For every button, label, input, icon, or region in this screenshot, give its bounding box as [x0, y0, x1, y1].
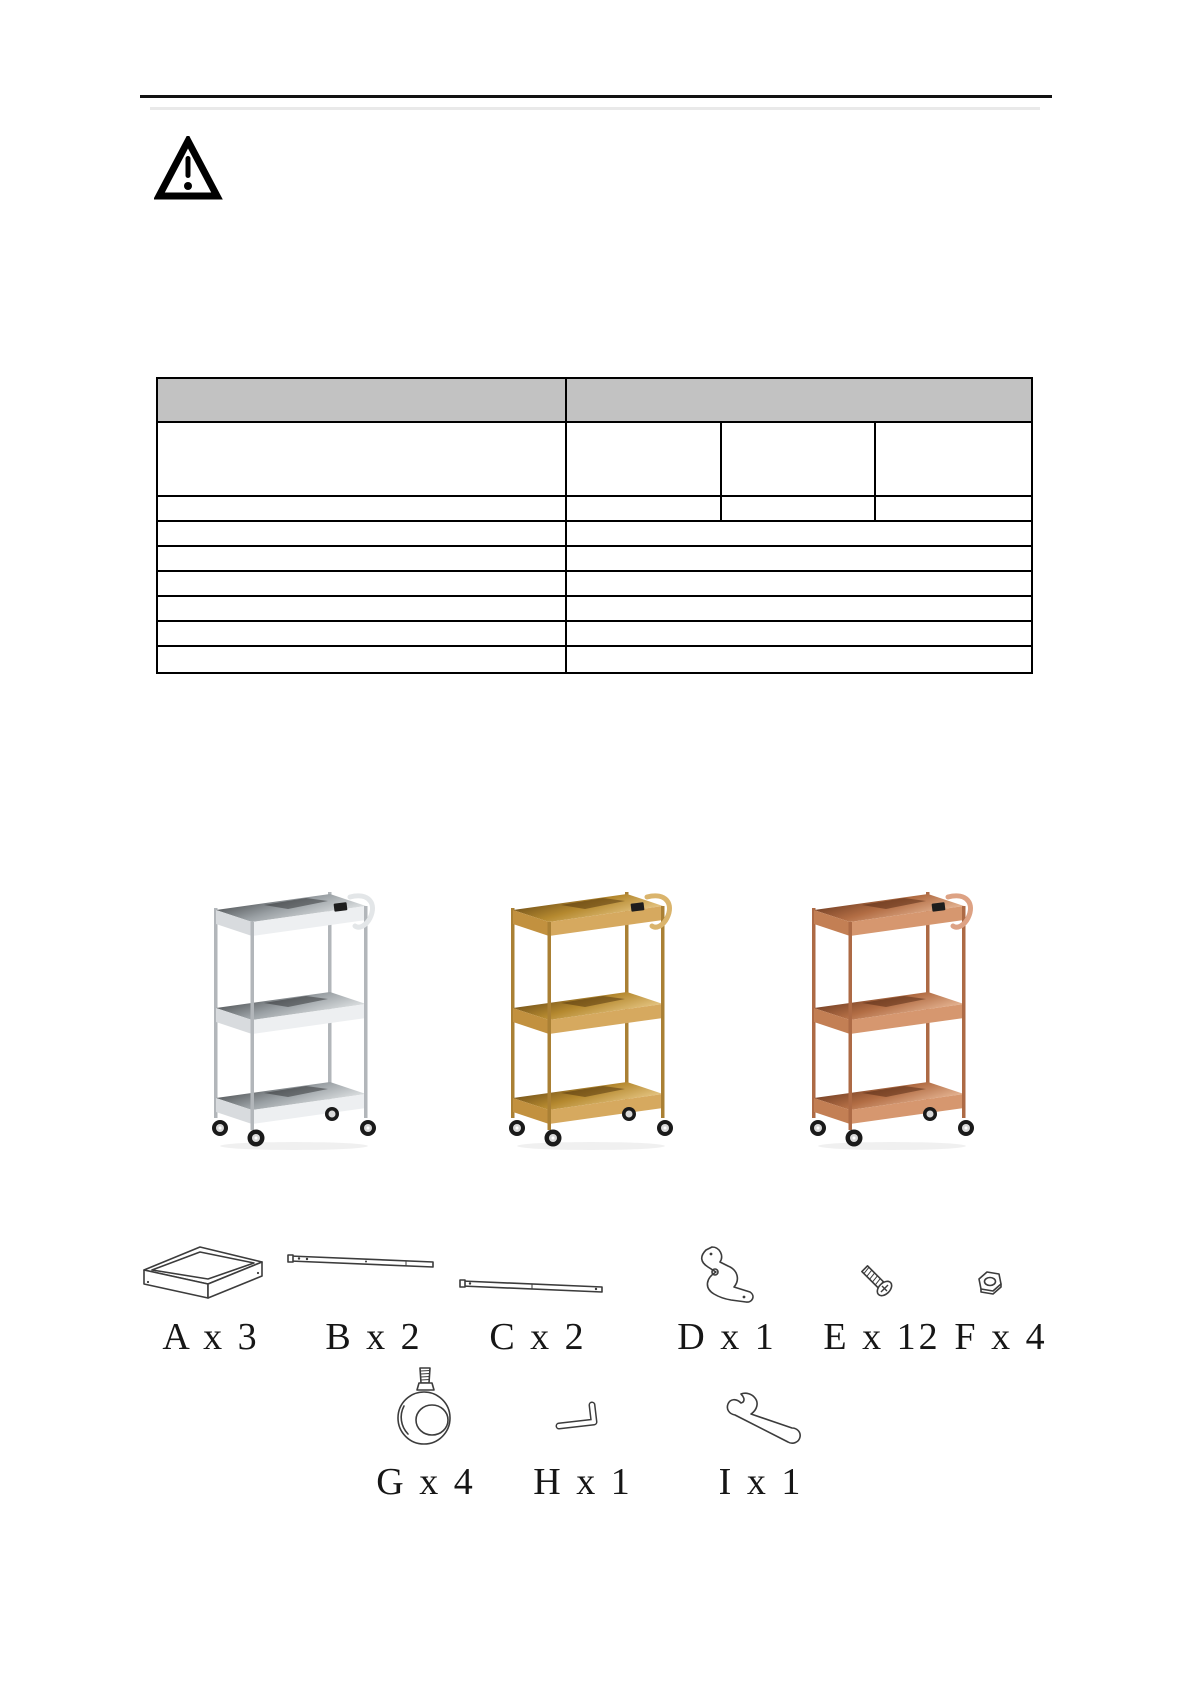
spec-cell — [566, 521, 1032, 546]
spec-cell — [157, 646, 566, 673]
spec-cell — [157, 496, 566, 521]
part-label-H: H x 1 — [533, 1461, 633, 1503]
spec-cell — [566, 496, 721, 521]
part-label-F: F x 4 — [954, 1316, 1048, 1358]
tray-icon — [136, 1240, 271, 1305]
brand-tag — [631, 902, 645, 912]
spec-table-header-row — [157, 378, 1032, 422]
allen-key-icon — [553, 1398, 613, 1438]
spec-cell — [566, 621, 1032, 646]
spec-cell — [157, 546, 566, 571]
brand-tag — [932, 902, 946, 912]
long-rod-icon — [458, 1270, 608, 1298]
spec-cell — [566, 546, 1032, 571]
part-label-D: D x 1 — [677, 1316, 777, 1358]
part-label-G: G x 4 — [376, 1461, 476, 1503]
spec-cell — [566, 571, 1032, 596]
long-rod-icon — [286, 1248, 441, 1274]
spec-table-row — [157, 422, 1032, 496]
spec-table-row — [157, 571, 1032, 596]
product-image-gold-cart — [503, 880, 675, 1152]
spec-cell — [157, 621, 566, 646]
spec-cell — [875, 422, 1032, 496]
spec-table-row — [157, 646, 1032, 673]
spec-cell — [721, 422, 875, 496]
header-rule — [140, 95, 1052, 98]
spec-table-row — [157, 496, 1032, 521]
spec-header-cell-left — [157, 378, 566, 422]
header-rule-shadow — [150, 107, 1040, 110]
handle-bracket-icon — [688, 1242, 768, 1304]
spec-cell — [875, 496, 1032, 521]
spec-cell — [157, 596, 566, 621]
spec-cell — [566, 646, 1032, 673]
part-label-B: B x 2 — [325, 1316, 423, 1358]
part-label-C: C x 2 — [489, 1316, 587, 1358]
part-label-A: A x 3 — [162, 1316, 260, 1358]
brand-tag — [334, 902, 348, 912]
product-image-rose-gold-cart — [804, 880, 976, 1152]
part-label-E: E x 12 — [823, 1316, 941, 1358]
spec-header-cell-right — [566, 378, 1032, 422]
wrench-icon — [718, 1390, 813, 1450]
spec-cell — [157, 571, 566, 596]
screw-icon — [850, 1258, 902, 1303]
product-image-chrome-cart — [206, 880, 378, 1152]
hex-nut-icon — [972, 1268, 1006, 1298]
spec-table-row — [157, 546, 1032, 571]
spec-cell — [566, 422, 721, 496]
part-label-I: I x 1 — [718, 1461, 804, 1503]
caster-wheel-icon — [392, 1366, 457, 1451]
spec-table-row — [157, 621, 1032, 646]
spec-cell — [566, 596, 1032, 621]
spec-cell — [721, 496, 875, 521]
spec-table — [156, 377, 1033, 674]
spec-table-row — [157, 596, 1032, 621]
warning-triangle-icon — [154, 136, 224, 204]
spec-cell — [157, 521, 566, 546]
spec-table-row — [157, 521, 1032, 546]
spec-cell — [157, 422, 566, 496]
